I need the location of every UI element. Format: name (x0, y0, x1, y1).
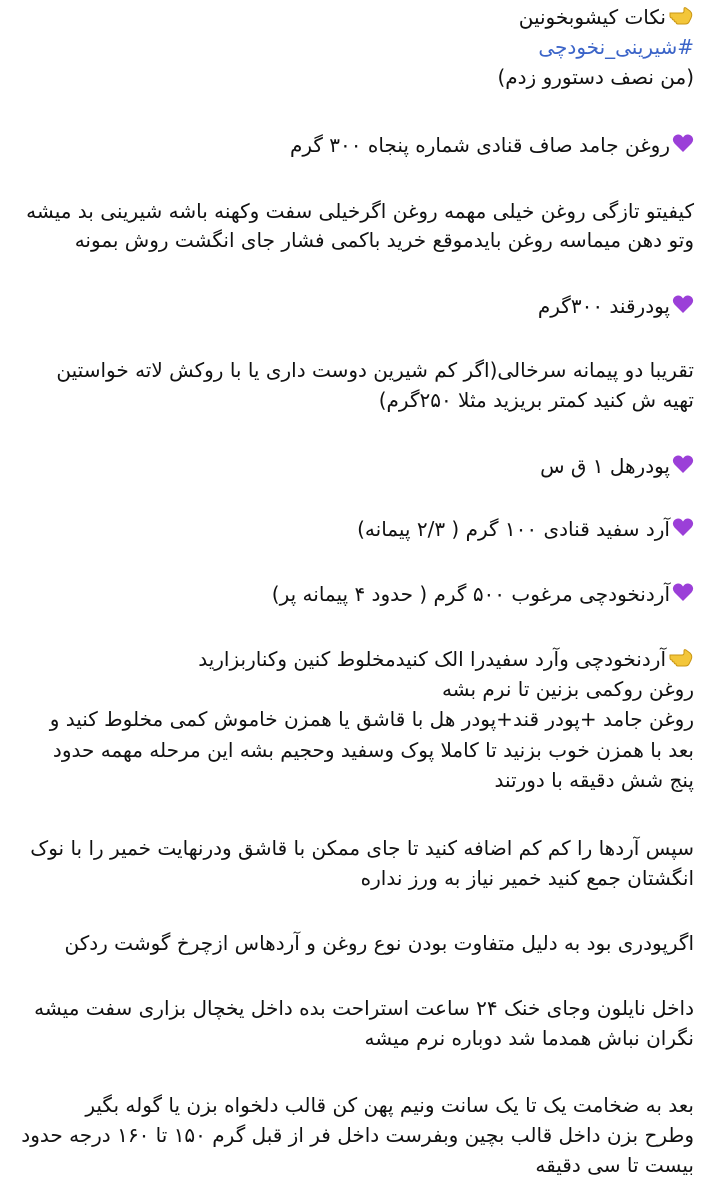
purple-heart-icon (672, 293, 694, 322)
instruction-line: انگشتان جمع کنید خمیر نیاز به ورز نداره (360, 866, 694, 890)
instruction-line: داخل نایلون وجای خنک ۲۴ ساعت استراحت بده داخل یخچال بزاری سفت میشه (34, 996, 694, 1020)
instruction-line: پنج شش دقیقه با دورتند (494, 768, 694, 792)
instruction-line: بیست تا سی دقیقه (535, 1153, 694, 1177)
paragraph-line: وتو دهن میماسه روغن بایدموقع خرید باکمی فشار جای انگشت روش بمونه (74, 228, 694, 252)
instruction-line: روغن جامد +پودر قند+پودر هل با قاشق یا همزن خاموش کمی مخلوط کنید و (49, 707, 694, 731)
instruction-line: بعد به ضخامت یک تا یک سانت ونیم پهن کن قالب دلخواه بزن یا گوله بگیر (85, 1093, 694, 1117)
post-title-line (24, 3, 694, 32)
purple-heart-icon (672, 581, 694, 610)
ingredient-oil: روغن جامد صاف قنادی شماره پنجاه ۳۰۰ گرم (24, 131, 694, 160)
ingredient-chickpea-flour: آردنخودچی مرغوب ۵۰۰ گرم ( حدود ۴ پیمانه پر) (24, 580, 694, 609)
ingredient-white-flour: آرد سفید قنادی ۱۰۰ گرم ( ۲/۳ پیمانه) (24, 515, 694, 544)
instruction-line: اگرپودری بود به دلیل متفاوت بودن نوع روغن و آردهاس ازچرخ گوشت ردکن (64, 931, 694, 955)
instruction-line: روغن روکمی بزنین تا نرم بشه (441, 677, 694, 701)
instruction-line: نگران نباش همدما شد دوباره نرم میشه (364, 1026, 694, 1050)
pointing-hand-icon (668, 4, 694, 33)
hashtag-link[interactable]: #شیرینی_نخودچی (538, 35, 694, 59)
instruction-line: آردنخودچی وآرد سفیدرا الک کنیدمخلوط کنین وکناربزارید (24, 645, 694, 674)
pointing-hand-icon (668, 646, 694, 675)
purple-heart-icon (672, 516, 694, 545)
instruction-line: سپس آردها را کم کم اضافه کنید تا جای ممکن با قاشق ودرنهایت خمیر را با نوک (30, 836, 694, 860)
hashtag-line[interactable] (24, 33, 694, 62)
instruction-line: وطرح بزن داخل قالب بچین وبفرست داخل فر از قبل گرم ۱۵۰ تا ۱۶۰ درجه حدود (21, 1123, 694, 1147)
post-subtitle: (من نصف دستورو زدم) (497, 65, 694, 89)
ingredient-powdered-sugar: پودرقند ۳۰۰گرم (24, 292, 694, 321)
purple-heart-icon (672, 132, 694, 161)
paragraph-line: کیفیتو تازگی روغن خیلی مهمه روغن اگرخیلی سفت وکهنه باشه شیرینی بد میشه (26, 199, 694, 223)
post-title: نکات کیشوبخونین (518, 5, 666, 29)
subtitle-line (24, 63, 694, 92)
paragraph-line: تقریبا دو پیمانه سرخالی(اگر کم شیرین دوست داری یا با روکش لاته خواستین (56, 358, 694, 382)
paragraph-line: تهیه ش کنید کمتر بریزید مثلا ۲۵۰گرم) (378, 388, 694, 412)
instruction-line: بعد با همزن خوب بزنید تا کاملا پوک وسفید وحجیم بشه این مرحله مهمه حدود (52, 738, 694, 762)
purple-heart-icon (672, 453, 694, 482)
ingredient-cardamom: پودرهل ۱ ق س (24, 452, 694, 481)
